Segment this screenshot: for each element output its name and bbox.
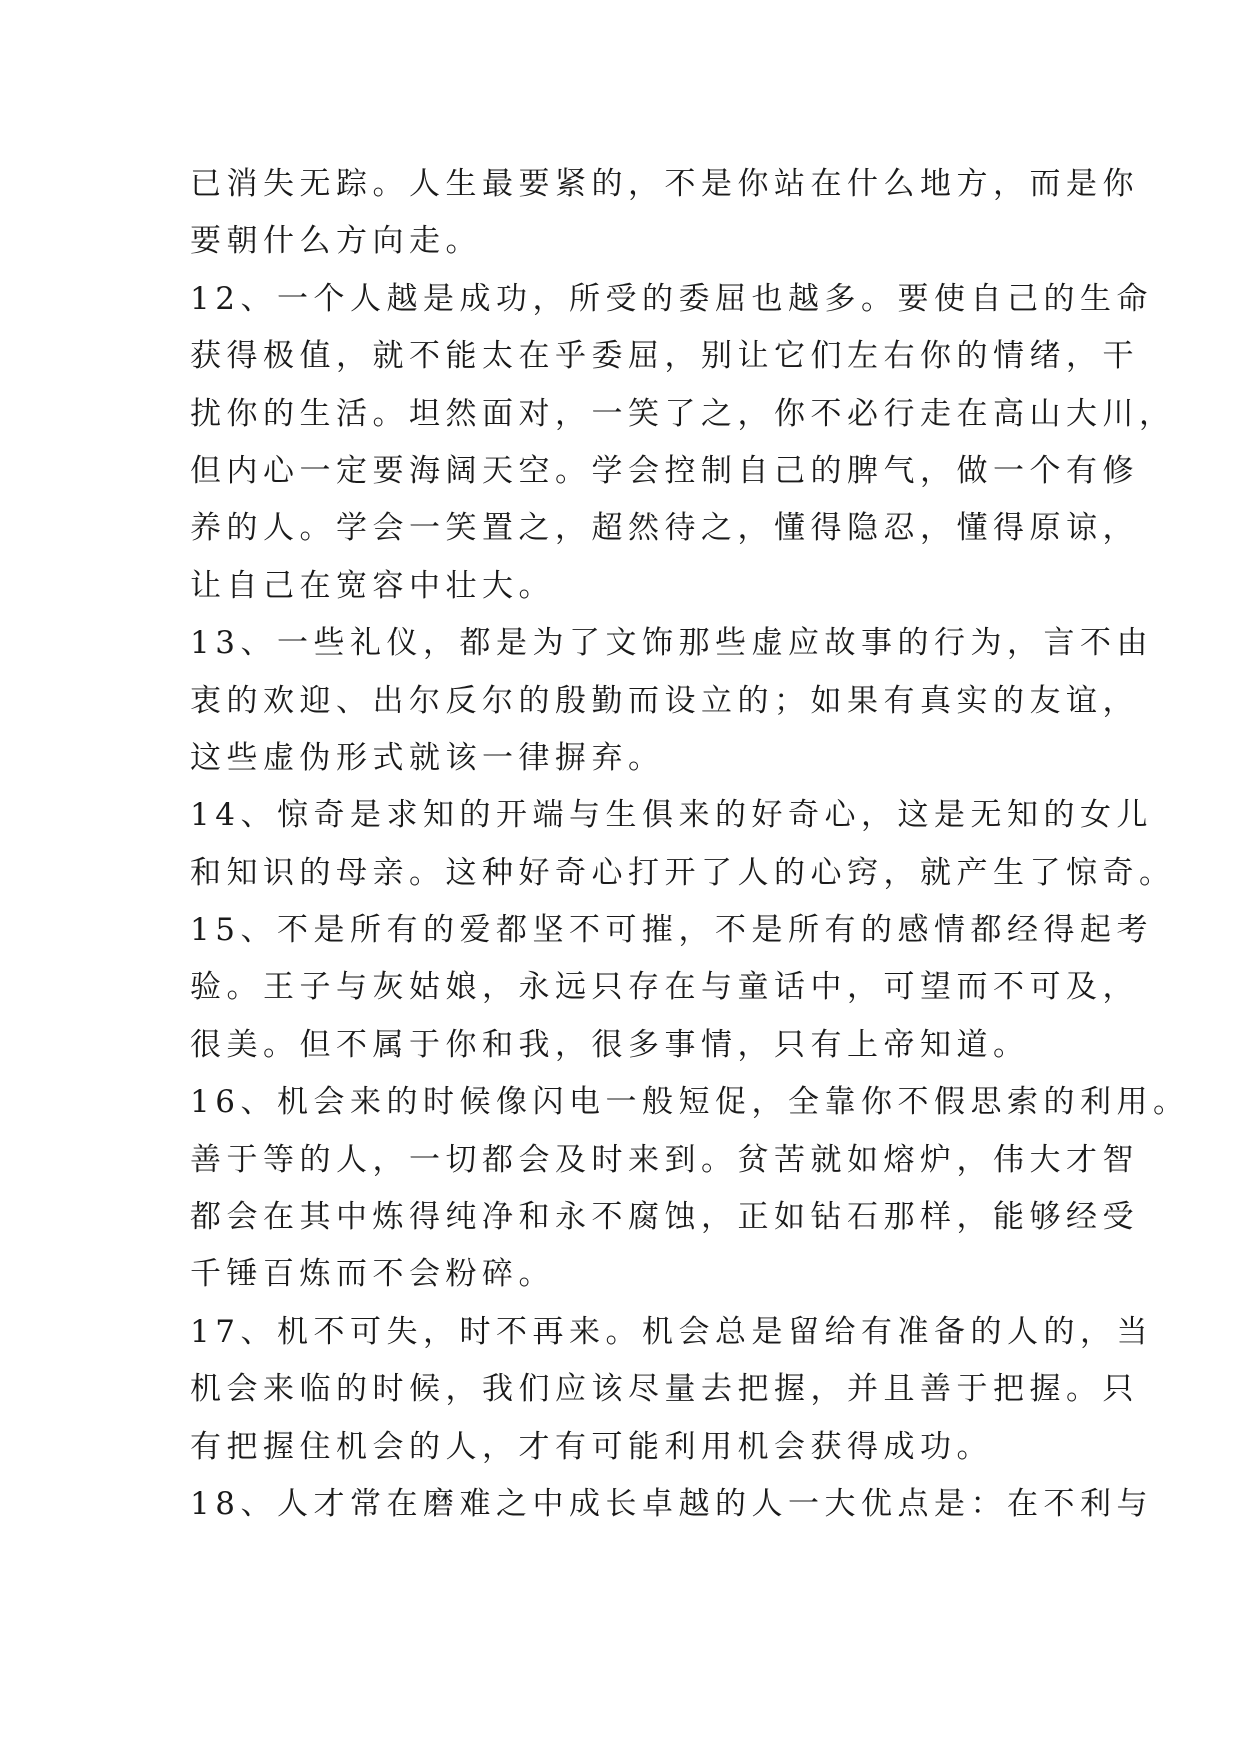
text-line: 很美。但不属于你和我，很多事情，只有上帝知道。 <box>190 1026 1030 1063</box>
text-line: 但内心一定要海阔天空。学会控制自己的脾气，做一个有修 <box>190 452 1139 489</box>
text-line: 验。王子与灰姑娘，永远只存在与童话中，可望而不可及， <box>190 969 1139 1006</box>
text-line: 17、机不可失，时不再来。机会总是留给有准备的人的，当 <box>190 1313 1153 1350</box>
text-line: 要朝什么方向走。 <box>190 223 482 260</box>
text-line: 18、人才常在磨难之中成长卓越的人一大优点是：在不利与 <box>190 1485 1153 1522</box>
text-line: 让自己在宽容中壮大。 <box>190 567 555 604</box>
text-line: 获得极值，就不能太在乎委屈，别让它们左右你的情绪，干 <box>190 338 1139 375</box>
text-line: 千锤百炼而不会粉碎。 <box>190 1256 555 1293</box>
text-line: 扰你的生活。坦然面对，一笑了之，你不必行走在高山大川， <box>190 395 1176 432</box>
text-line: 已消失无踪。人生最要紧的，不是你站在什么地方，而是你 <box>190 166 1139 202</box>
text-line: 12、一个人越是成功，所受的委屈也越多。要使自己的生命 <box>190 280 1153 317</box>
text-line: 14、惊奇是求知的开端与生俱来的好奇心，这是无知的女儿 <box>190 797 1153 834</box>
text-line: 都会在其中炼得纯净和永不腐蚀，正如钻石那样，能够经受 <box>190 1199 1139 1236</box>
text-line: 养的人。学会一笑置之，超然待之，懂得隐忍，懂得原谅， <box>190 510 1139 547</box>
text-line: 13、一些礼仪，都是为了文饰那些虚应故事的行为，言不由 <box>190 625 1153 662</box>
text-line: 这些虚伪形式就该一律摒弃。 <box>190 739 665 776</box>
text-line: 衷的欢迎、出尔反尔的殷勤而设立的；如果有真实的友谊， <box>190 682 1139 719</box>
text-line: 有把握住机会的人，才有可能利用机会获得成功。 <box>190 1428 993 1465</box>
text-line: 机会来临的时候，我们应该尽量去把握，并且善于把握。只 <box>190 1371 1139 1408</box>
document-body <box>190 156 1190 1533</box>
text-line: 和知识的母亲。这种好奇心打开了人的心窍，就产生了惊奇。 <box>190 854 1176 891</box>
text-line: 15、不是所有的爱都坚不可摧，不是所有的感情都经得起考 <box>190 912 1153 949</box>
text-line: 16、机会来的时候像闪电一般短促，全靠你不假思索的利用。 <box>190 1084 1190 1121</box>
text-line: 善于等的人，一切都会及时来到。贫苦就如熔炉，伟大才智 <box>190 1141 1139 1178</box>
